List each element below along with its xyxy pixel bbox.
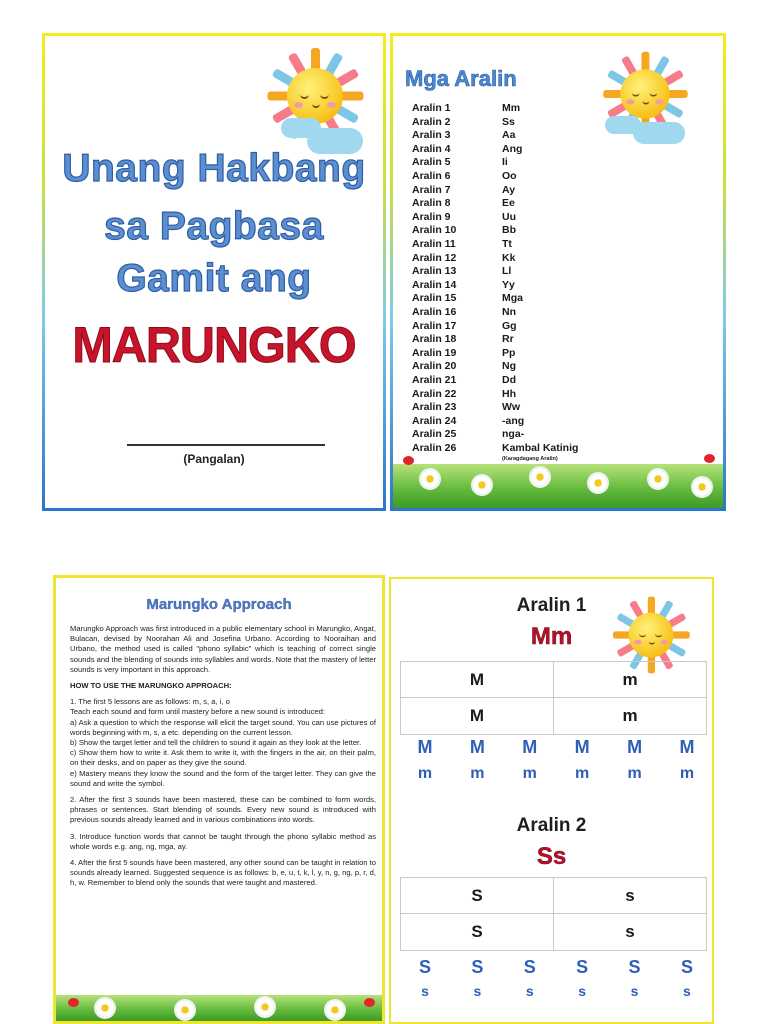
trace-letter: M (417, 737, 433, 757)
step-1-a: a) Ask a question to which the response will elicit the target sound. You can use pictures of words beginning with m, s, a etc. depending on the current lesson. (70, 717, 376, 737)
lesson-number: Aralin 6 (412, 170, 451, 182)
grid-cell: S (401, 878, 554, 913)
lesson-number: Aralin 26 (412, 442, 457, 454)
lesson-sound: Ii (502, 156, 508, 169)
trace-letter: s (578, 983, 587, 999)
lesson-sound: Tt (502, 238, 512, 250)
trace-letter: s (630, 983, 639, 999)
howto-heading: HOW TO USE THE MARUNGKO APPROACH: (70, 681, 232, 691)
trace-letter: m (627, 765, 642, 782)
lesson-number: Aralin 9 (412, 210, 451, 223)
lesson-item (412, 306, 712, 320)
lesson-item (412, 265, 712, 279)
lesson-2-grid (400, 877, 707, 951)
trace-letter: S (628, 957, 641, 977)
lesson-sound: Hh (502, 387, 516, 400)
lesson-sound: Oo (502, 170, 517, 182)
lesson-sound: Bb (502, 224, 516, 237)
grid-cell: M (401, 698, 554, 734)
lesson-item (412, 347, 712, 361)
grid-cell: M (401, 662, 554, 697)
trace-letter: m (679, 765, 695, 782)
trace-letter: m (417, 765, 433, 782)
lesson-2-lower-row (413, 983, 699, 999)
grid-cell: m (622, 706, 638, 725)
approach-title: Marungko Approach (146, 596, 292, 613)
lesson-number: Aralin 17 (412, 319, 457, 332)
lesson-sound: Ww (502, 401, 521, 414)
lesson-number: Aralin 5 (412, 156, 451, 169)
lesson-sound: Mga (502, 292, 523, 305)
trace-letter: S (523, 957, 536, 977)
ladybug-icon (403, 456, 414, 465)
lesson-number: Aralin 10 (412, 224, 457, 237)
step-1-b: b) Show the target letter and tell the children to sound it again as they look at the letter. (70, 738, 362, 748)
lesson-item (412, 129, 712, 143)
lesson-item (412, 333, 712, 347)
lesson-sound: Uu (502, 210, 516, 223)
trace-letter: M (679, 737, 695, 757)
lessons-title: Mga Aralin (405, 66, 517, 91)
lesson-sound: Ang (502, 142, 523, 155)
lesson-number: Aralin 1 (412, 102, 451, 114)
lesson-1-upper-row (413, 737, 699, 758)
lesson-item (412, 320, 712, 334)
trace-letter: s (421, 983, 429, 999)
lesson-number: Aralin 21 (412, 374, 457, 386)
lesson-number: Aralin 14 (412, 278, 457, 291)
flower-icon (176, 1001, 194, 1019)
grass-decoration (393, 464, 723, 508)
trace-letter: M (469, 737, 485, 757)
trace-letter: S (680, 957, 693, 977)
lesson-number: Aralin 24 (412, 414, 457, 427)
lesson-number: Aralin 15 (412, 292, 457, 305)
ladybug-icon (364, 998, 375, 1007)
flower-icon (256, 998, 274, 1016)
cover-title-line-2: sa Pagbasa (104, 205, 324, 248)
lesson-sound: Ll (502, 265, 512, 278)
cover-title-line-3: Gamit ang (116, 257, 312, 300)
lesson-item (412, 184, 712, 198)
grid-cell: S (401, 914, 554, 950)
lesson-item (412, 211, 712, 225)
lesson-2-letter: Ss (536, 843, 567, 870)
lesson-sound: -ang (502, 414, 525, 427)
lesson-item (412, 252, 712, 266)
lesson-sound: Mm (502, 102, 521, 114)
lesson-1-letter: Mm (530, 623, 573, 650)
flower-icon (421, 470, 439, 488)
grid-cell: s (625, 922, 635, 941)
lesson-item (412, 224, 712, 238)
lesson-number: Aralin 3 (412, 129, 451, 142)
lesson-sound: Ng (502, 360, 516, 373)
lessons-note: (Karagdagang Aralin) (502, 456, 558, 462)
practice-page (389, 577, 714, 1024)
lesson-1-lower-row (413, 765, 699, 783)
step-1-detail: Teach each sound and form until mastery before a new sound is introduced: (70, 707, 325, 717)
ladybug-icon (68, 998, 79, 1007)
step-2: 2. After the first 3 sounds have been mastered, these can be combined to form words, phrases or sentences. Start blending of sounds. Every new sound is introduced with previous sounds already learned and in various combinations into words. (70, 795, 376, 825)
flower-icon (531, 468, 549, 486)
grid-cell: s (625, 885, 635, 905)
ladybug-icon (704, 454, 715, 463)
lesson-item (412, 116, 712, 130)
lesson-sound: Gg (502, 319, 517, 332)
lesson-item (412, 401, 712, 415)
lesson-sound: Ay (502, 183, 516, 196)
step-1-c: c) Show them how to write it. Ask them to write it, with the fingers in the air, on their palm, on their desks, and on paper as they give the sound. (70, 748, 376, 768)
lesson-sound: nga- (502, 428, 525, 441)
trace-letter: M (522, 737, 538, 757)
flower-icon (693, 478, 711, 496)
trace-letter: m (575, 765, 590, 782)
grass-decoration (56, 995, 382, 1021)
lesson-sound: Aa (502, 129, 516, 142)
lesson-item (412, 292, 712, 306)
lesson-number: Aralin 12 (412, 251, 457, 264)
flower-icon (649, 470, 667, 488)
name-line (127, 444, 325, 446)
lesson-number: Aralin 4 (412, 142, 451, 155)
trace-letter: M (574, 737, 590, 757)
trace-letter: S (418, 957, 431, 977)
lesson-item (412, 238, 712, 252)
approach-body (70, 624, 376, 895)
cover-title-main: MARUNGKO (72, 317, 356, 373)
lesson-sound: Pp (502, 346, 516, 359)
trace-letter: m (470, 765, 485, 782)
lesson-item (412, 428, 712, 442)
lesson-sound: Kk (502, 251, 516, 264)
grid-cell: m (622, 669, 638, 689)
lesson-item (412, 360, 712, 374)
lesson-number: Aralin 25 (412, 428, 457, 441)
lesson-item (412, 170, 712, 184)
trace-letter: m (522, 765, 537, 782)
step-1-e: e) Mastery means they know the sound and the form of the target letter. They can give the sound and write the symbol. (70, 768, 376, 788)
lesson-number: Aralin 20 (412, 360, 457, 373)
lesson-sound: Yy (502, 278, 515, 291)
lesson-item (412, 279, 712, 293)
step-1: 1. The first 5 lessons are as follows: m, s, a, i, o (70, 697, 230, 707)
lesson-number: Aralin 7 (412, 183, 451, 196)
lesson-item (412, 143, 712, 157)
lesson-item (412, 102, 712, 116)
lesson-sound: Nn (502, 306, 516, 318)
flower-icon (473, 476, 491, 494)
lesson-number: Aralin 23 (412, 401, 457, 414)
lesson-1-heading: Aralin 1 (516, 595, 587, 616)
trace-letter: s (683, 983, 691, 999)
lesson-item (412, 374, 712, 388)
flower-icon (326, 1001, 344, 1019)
lesson-item (412, 156, 712, 170)
lesson-1-grid (400, 661, 707, 735)
step-3: 3. Introduce function words that cannot be taught through the phono syllabic method as whole words e.g. ang, ng, mga, ay. (70, 831, 376, 851)
trace-letter: S (576, 957, 589, 977)
lesson-2-heading: Aralin 2 (516, 815, 587, 836)
trace-letter: M (627, 737, 643, 757)
name-label: (Pangalan) (183, 452, 245, 466)
lesson-item (412, 197, 712, 211)
lesson-sound: Dd (502, 374, 516, 386)
lesson-number: Aralin 2 (412, 115, 451, 128)
lesson-item (412, 442, 712, 456)
lesson-item (412, 388, 712, 402)
cover-title-line-1: Unang Hakbang (62, 147, 366, 190)
lesson-sound: Ee (502, 197, 515, 210)
lesson-number: Aralin 13 (412, 265, 457, 278)
lesson-item (412, 415, 712, 429)
lessons-page (390, 33, 726, 511)
lesson-number: Aralin 11 (412, 238, 456, 250)
lesson-number: Aralin 18 (412, 333, 457, 346)
step-4: 4. After the first 5 sounds have been mastered, any other sound can be taught in relation to sounds already learned. Suggested sequence is as follows: b, e, u, t, k, l, y, n, g, ng, p, r, d, h, w. Remember to blend only the sounds that were taught and mastered. (70, 858, 376, 888)
flower-icon (589, 474, 607, 492)
flower-icon (96, 999, 114, 1017)
lesson-number: Aralin 19 (412, 346, 457, 359)
cover-page (42, 33, 386, 511)
lesson-sound: Ss (502, 115, 515, 128)
trace-letter: s (473, 983, 482, 999)
approach-page (53, 575, 385, 1024)
lesson-2-upper-row (413, 957, 699, 978)
trace-letter: s (525, 983, 534, 999)
lesson-sound: Kambal Katinig (502, 442, 579, 454)
lesson-number: Aralin 16 (412, 306, 457, 318)
lesson-number: Aralin 22 (412, 387, 457, 400)
lesson-sound: Rr (502, 333, 514, 346)
lesson-number: Aralin 8 (412, 197, 451, 210)
trace-letter: S (471, 957, 484, 977)
approach-intro: Marungko Approach was first introduced in a public elementary school in Marungko, Angat, Bulacan, devised by Noorahan Ali and Josefina Urbano. According to Nooraihan and Urbano, the method used is called "phono syllabic" which is teaching of correct single sounds and the blending of sounds into syllables and words. Note that the mastery of letter sounds is very important in this approach. (70, 624, 376, 674)
